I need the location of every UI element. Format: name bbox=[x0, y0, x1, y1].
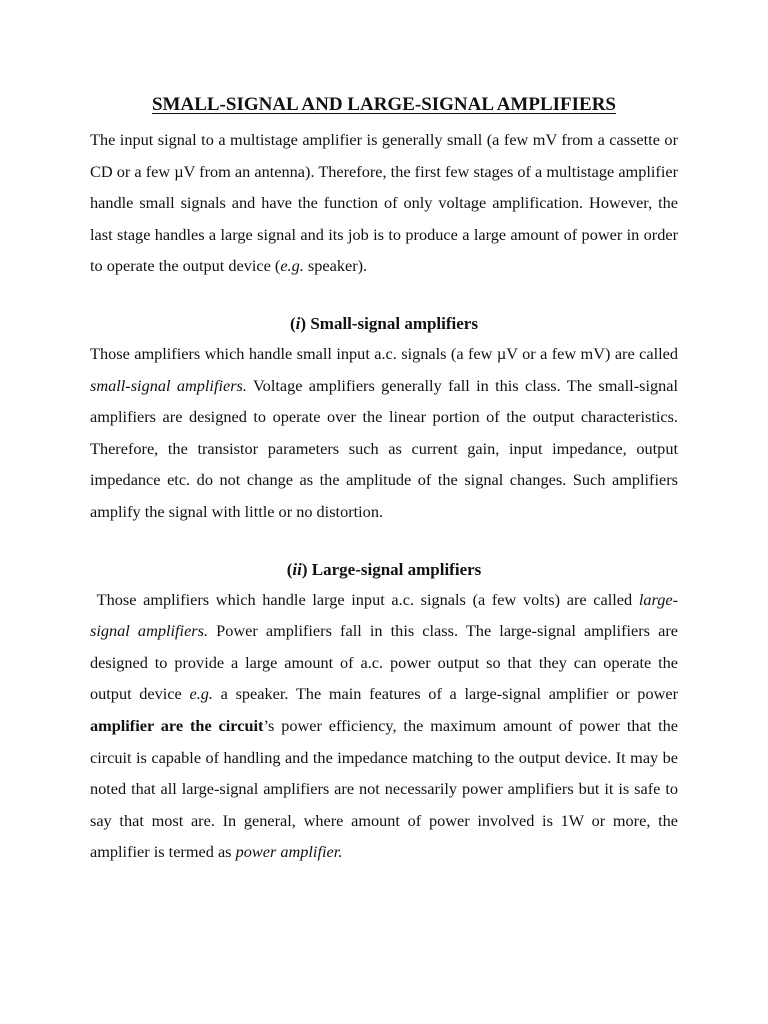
section-number-large-signal: ii bbox=[292, 559, 302, 579]
section-title-large-signal: Large-signal amplifiers bbox=[311, 559, 482, 579]
intro-paragraph bbox=[90, 124, 678, 282]
small-signal-term: small-signal amplifiers. bbox=[90, 375, 247, 395]
document-title: SMALL-SIGNAL AND LARGE-SIGNAL AMPLIFIERS bbox=[151, 94, 616, 115]
large-signal-text-4: ’s power efficiency, the maximum amount of power that the circuit is capable of handling and the impedance matching to the output device. It may be noted that all large-signal amplifiers are not necessarily power amplifiers but it is safe to say that most are. In general, where amount of power involved is 1W or more, the amplifier is termed as bbox=[90, 715, 678, 862]
small-signal-text-2: Voltage amplifiers generally fall in this class. The small-signal amplifiers are designed to operate over the linear portion of the output characteristics. Therefore, the transistor parameters such as current gain, input impedance, output impedance etc. do not change as the amplitude of the signal changes. Such amplifiers amplify the signal with little or no distortion. bbox=[90, 375, 679, 521]
small-signal-paragraph bbox=[90, 338, 678, 528]
small-signal-text-1: Those amplifiers which handle small input a.c. signals (a few µV or a few mV) are called bbox=[90, 343, 678, 363]
intro-eg: e.g. bbox=[280, 256, 304, 276]
section-heading-large-signal: (ii) Large-signal amplifiers bbox=[286, 559, 482, 579]
power-amplifier-term: power amplifier. bbox=[235, 842, 343, 862]
large-signal-paragraph bbox=[90, 584, 678, 868]
large-signal-text-1: Those amplifiers which handle large input a.c. signals (a few volts) are called bbox=[90, 589, 639, 609]
section-number-small-signal: i bbox=[295, 313, 301, 333]
section-title-small-signal: Small-signal amplifiers bbox=[310, 313, 478, 333]
large-signal-eg: e.g. bbox=[189, 684, 213, 704]
large-signal-term: large-signal amplifiers. bbox=[90, 589, 678, 641]
intro-text-1: The input signal to a multistage amplifier is generally small (a few mV from a cassette or CD or a few µV from an antenna). Therefore, the first few stages of a multistage amplifier handle small signals and have the function of only voltage amplification. However, the last stage handles a large signal and its job is to produce a large amount of power in order to operate the output device ( bbox=[90, 130, 678, 276]
large-signal-text-3: a speaker. The main features of a large-signal amplifier or power bbox=[212, 684, 678, 704]
section-heading-small-signal: (i) Small-signal amplifiers bbox=[290, 313, 478, 333]
large-signal-bold-text: amplifier are the circuit bbox=[90, 715, 264, 735]
large-signal-text-2: Power amplifiers fall in this class. The large-signal amplifiers are designed to provide a large amount of a.c. power output so that they can operate the output device bbox=[90, 621, 678, 704]
document-page bbox=[90, 93, 678, 868]
intro-text-2: speaker). bbox=[303, 256, 368, 276]
